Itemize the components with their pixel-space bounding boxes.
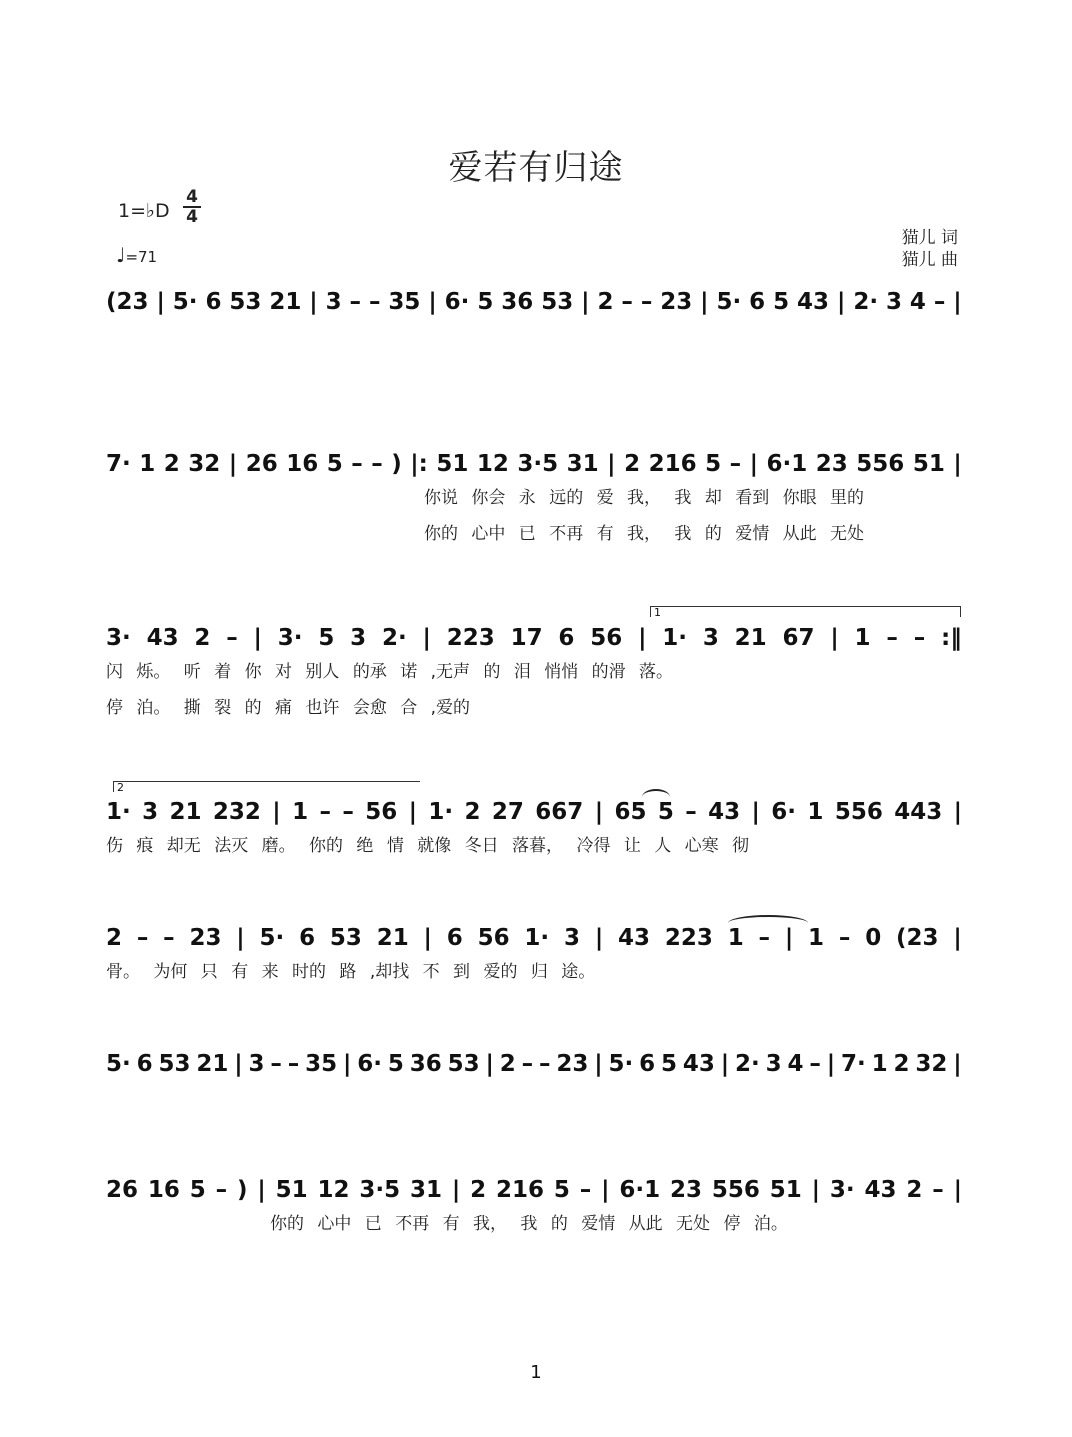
note-group: 5· [259, 925, 285, 951]
note-group: 26 [106, 1177, 139, 1203]
barline: | [156, 289, 165, 315]
note-group: – [621, 289, 633, 315]
note-group: 32 [915, 1051, 948, 1077]
note-group: 5· [608, 1051, 634, 1077]
page-number: 1 [530, 1362, 542, 1383]
note-group: – [351, 451, 363, 477]
note-group: 1 [808, 925, 825, 951]
note-group: 12 [476, 451, 509, 477]
note-group: ) [236, 1177, 248, 1203]
note-group: 2 [597, 289, 614, 315]
note-group: 43 [797, 289, 830, 315]
note-group: 43 [146, 625, 179, 651]
note-group: 3· [277, 625, 303, 651]
note-group: – [270, 1051, 282, 1077]
note-group: 32 [188, 451, 221, 477]
note-group: 5 [773, 289, 790, 315]
note-group: – [913, 625, 926, 651]
note-group: 23 [189, 925, 222, 951]
note-group: 27 [491, 799, 524, 825]
lyric-verse-2: 停 泊。 撕 裂 的 痛 也许 会愈 合 ,爱的 [106, 698, 471, 718]
note-group: 53 [329, 925, 362, 951]
note-group: 223 [664, 925, 713, 951]
composer-credit: 猫儿 曲 [901, 250, 958, 270]
note-group: ) [391, 451, 402, 477]
note-group: 232 [212, 799, 261, 825]
second-ending-bracket: 2 [113, 781, 420, 792]
note-group: 2 [464, 799, 481, 825]
note-group: 1· [428, 799, 454, 825]
note-group: 21 [269, 289, 302, 315]
note-group: – [886, 625, 898, 651]
note-group: 3 [885, 289, 902, 315]
barline: | [485, 1051, 494, 1077]
notation-line [106, 1046, 962, 1082]
barline: | [422, 625, 431, 651]
note-group: 5 [387, 1051, 404, 1077]
lyric-verse-2: 你的 心中 已 不再 有 我， 我 的 爱情 从此 无处 [424, 524, 865, 544]
time-signature-denominator: 4 [183, 206, 201, 226]
lyric-verse-1: 你说 你会 永 远的 爱 我， 我 却 看到 你眼 里的 [424, 488, 865, 508]
system-2 [106, 446, 962, 546]
note-group: 21 [196, 1051, 229, 1077]
note-group: 31 [566, 451, 599, 477]
note-group: 2 [906, 1177, 923, 1203]
note-group: 51 [275, 1177, 308, 1203]
note-group: 216 [496, 1177, 545, 1203]
note-group: 2 [470, 1177, 487, 1203]
note-group: 3·5 [359, 1177, 401, 1203]
barline: | [784, 925, 794, 951]
note-group: 43 [618, 925, 651, 951]
note-group: 65 [614, 799, 647, 825]
note-group: 5 [553, 1177, 570, 1203]
note-group: 5· [106, 1051, 131, 1077]
barline: | [638, 625, 647, 651]
note-group: 6 [136, 1051, 153, 1077]
note-group: 2 [624, 451, 641, 477]
note-group: 1 [871, 1051, 888, 1077]
note-group: 43 [682, 1051, 715, 1077]
note-group: – [371, 451, 383, 477]
time-signature [183, 188, 201, 226]
note-group: 23 [660, 289, 693, 315]
note-group: 4 [909, 289, 926, 315]
notation-line [106, 446, 962, 482]
note-group: 5 [705, 451, 722, 477]
note-group: 2 [194, 625, 211, 651]
note-group: 2· [853, 289, 879, 315]
barline: | [836, 289, 846, 315]
note-group: 43 [708, 799, 741, 825]
note-group: – [136, 925, 149, 951]
tempo-value: =71 [125, 248, 158, 266]
note-group: – [342, 799, 354, 825]
note-group: 1 [727, 925, 744, 951]
first-ending-bracket: 1 [650, 606, 961, 617]
note-group: 3 [350, 625, 367, 651]
note-group: 443 [894, 799, 943, 825]
note-group: – [685, 799, 697, 825]
note-group: 3 [142, 799, 159, 825]
note-group: 2 [163, 451, 180, 477]
note-group: 3 [765, 1051, 782, 1077]
note-group: 6· [771, 799, 797, 825]
note-group: 21 [734, 625, 767, 651]
barline: | [581, 289, 590, 315]
note-group: 5 [660, 1051, 677, 1077]
note-group: 56 [590, 625, 623, 651]
note-group: – [579, 1177, 592, 1203]
note-group: 6· [444, 289, 470, 315]
note-group: 21 [376, 925, 409, 951]
note-group: (23 [106, 289, 149, 315]
note-group: 56 [477, 925, 510, 951]
barline: | [826, 1051, 836, 1077]
barline: | [830, 625, 839, 651]
system-7 [106, 1172, 962, 1236]
note-group: 3 [325, 289, 342, 315]
barline: | [594, 925, 604, 951]
note-group: 26 [245, 451, 278, 477]
note-group: 223 [446, 625, 495, 651]
note-group: 6 [558, 625, 575, 651]
note-group: 1 [292, 799, 309, 825]
note-group: (23 [896, 925, 939, 951]
note-group: 2· [381, 625, 407, 651]
note-group: – [809, 1051, 821, 1077]
note-group: 6 [205, 289, 222, 315]
note-group: 53 [229, 289, 262, 315]
note-group: 7· [106, 451, 131, 477]
note-group: 0 [865, 925, 882, 951]
note-group: 3· [106, 625, 131, 651]
note-group: 56 [365, 799, 398, 825]
barline: | [700, 289, 709, 315]
note-group: 216 [648, 451, 697, 477]
note-group: – [226, 625, 238, 651]
note-group: 36 [409, 1051, 442, 1077]
barline: | [811, 1177, 821, 1203]
notation-line [106, 1172, 962, 1208]
barline: | [423, 925, 432, 951]
lyric-verse-1: 闪 烁。 听 着 你 对 别人 的承 诺 ,无声 的 泪 悄悄 的滑 落。 [106, 662, 674, 682]
barline: |: [410, 451, 428, 477]
barline: :‖ [941, 625, 962, 651]
note-group: 53 [447, 1051, 480, 1077]
system-3 [106, 620, 962, 720]
note-group: 12 [317, 1177, 350, 1203]
key-signature: 1=♭D [118, 200, 170, 222]
note-group: 23 [669, 1177, 702, 1203]
note-group: 6 [446, 925, 463, 951]
note-group: – [933, 289, 946, 315]
tempo-marking [116, 243, 157, 267]
barline: | [607, 451, 616, 477]
note-group: 5 [189, 1177, 206, 1203]
barline: | [953, 799, 962, 825]
note-group: 5 [477, 289, 494, 315]
note-group: – [521, 1051, 534, 1077]
system-6 [106, 1046, 962, 1082]
note-group: – [319, 799, 331, 825]
note-group: 3· [829, 1177, 855, 1203]
barline: | [451, 1177, 461, 1203]
note-group: 2 [106, 925, 123, 951]
system-4 [106, 794, 962, 858]
barline: | [594, 1051, 603, 1077]
note-group: 7· [840, 1051, 866, 1077]
note-group: 51 [769, 1177, 802, 1203]
note-group: 1· [662, 625, 688, 651]
note-group: – [758, 925, 771, 951]
note-group: 17 [510, 625, 543, 651]
barline: | [272, 799, 281, 825]
barline: | [720, 1051, 730, 1077]
lyric-line: 骨。 为何 只 有 来 时的 路 ,却找 不 到 爱的 归 途。 [106, 962, 596, 982]
note-group: – [538, 1051, 551, 1077]
note-group: 556 [711, 1177, 760, 1203]
system-1 [106, 284, 962, 320]
note-group: 5 [318, 625, 335, 651]
note-group: 21 [169, 799, 202, 825]
notation-line [106, 794, 962, 830]
note-group: 31 [409, 1177, 442, 1203]
time-signature-numerator: 4 [186, 187, 198, 207]
notation-line [106, 284, 962, 320]
barline: | [234, 1051, 243, 1077]
barline: | [428, 289, 437, 315]
note-group: – [640, 289, 653, 315]
note-group: 6· [357, 1051, 382, 1077]
note-group: 5· [172, 289, 198, 315]
note-group: 6·1 [619, 1177, 661, 1203]
barline: | [751, 799, 760, 825]
barline: | [257, 1177, 266, 1203]
notation-line [106, 920, 962, 956]
barline: | [601, 1177, 610, 1203]
note-group: 3·5 [517, 451, 559, 477]
note-group: 53 [158, 1051, 191, 1077]
notation-line [106, 620, 962, 656]
barline: | [953, 289, 962, 315]
barline: | [953, 1051, 962, 1077]
lyric-line: 伤 痕 却无 法灭 磨。 你的 绝 情 就像 冬日 落暮， 冷得 让 人 心寒 彻 [106, 836, 750, 856]
note-group: 556 [834, 799, 883, 825]
note-group: 1 [139, 451, 156, 477]
barline: | [236, 925, 245, 951]
note-group: 23 [556, 1051, 589, 1077]
lyricist-credit: 猫儿 词 [901, 228, 958, 248]
note-group: 5 [657, 799, 674, 825]
note-group: 4 [787, 1051, 804, 1077]
note-group: 6 [749, 289, 766, 315]
note-group: 16 [286, 451, 319, 477]
note-group: 43 [864, 1177, 897, 1203]
note-group: 1· [106, 799, 131, 825]
note-group: 667 [535, 799, 584, 825]
barline: | [749, 451, 759, 477]
barline: | [953, 925, 962, 951]
note-group: 6 [639, 1051, 656, 1077]
note-group: – [163, 925, 175, 951]
note-group: 6·1 [766, 451, 808, 477]
note-group: – [349, 289, 362, 315]
note-group: 51 [912, 451, 945, 477]
note-group: – [287, 1051, 300, 1077]
note-group: 2 [893, 1051, 910, 1077]
note-group: 1· [524, 925, 550, 951]
note-group: 5· [716, 289, 742, 315]
note-group: 556 [856, 451, 905, 477]
note-group: – [838, 925, 851, 951]
barline: | [953, 1177, 962, 1203]
barline: | [953, 451, 962, 477]
note-group: 36 [501, 289, 534, 315]
note-group: 3 [248, 1051, 265, 1077]
quarter-note-icon: ♩ [116, 243, 126, 267]
note-group: 3 [702, 625, 719, 651]
barline: | [253, 625, 262, 651]
note-group: – [215, 1177, 228, 1203]
note-group: 53 [541, 289, 574, 315]
note-group: 6 [299, 925, 316, 951]
note-group: 1 [807, 799, 824, 825]
barline: | [309, 289, 318, 315]
system-5 [106, 920, 962, 984]
note-group: 16 [147, 1177, 180, 1203]
note-group: 35 [305, 1051, 338, 1077]
barline: | [408, 799, 418, 825]
note-group: 1 [854, 625, 871, 651]
song-title: 爱若有归途 [448, 148, 624, 188]
note-group: 5 [326, 451, 343, 477]
note-group: 2· [734, 1051, 760, 1077]
note-group: 67 [782, 625, 815, 651]
note-group: 3 [563, 925, 580, 951]
note-group: – [932, 1177, 944, 1203]
note-group: – [729, 451, 742, 477]
note-group: – [368, 289, 381, 315]
barline: | [342, 1051, 352, 1077]
lyric-line: 你的 心中 已 不再 有 我， 我 的 爱情 从此 无处 停 泊。 [270, 1214, 788, 1234]
barline: | [228, 451, 238, 477]
barline: | [594, 799, 604, 825]
note-group: 35 [388, 289, 421, 315]
note-group: 2 [499, 1051, 516, 1077]
note-group: 23 [815, 451, 848, 477]
note-group: 51 [436, 451, 469, 477]
